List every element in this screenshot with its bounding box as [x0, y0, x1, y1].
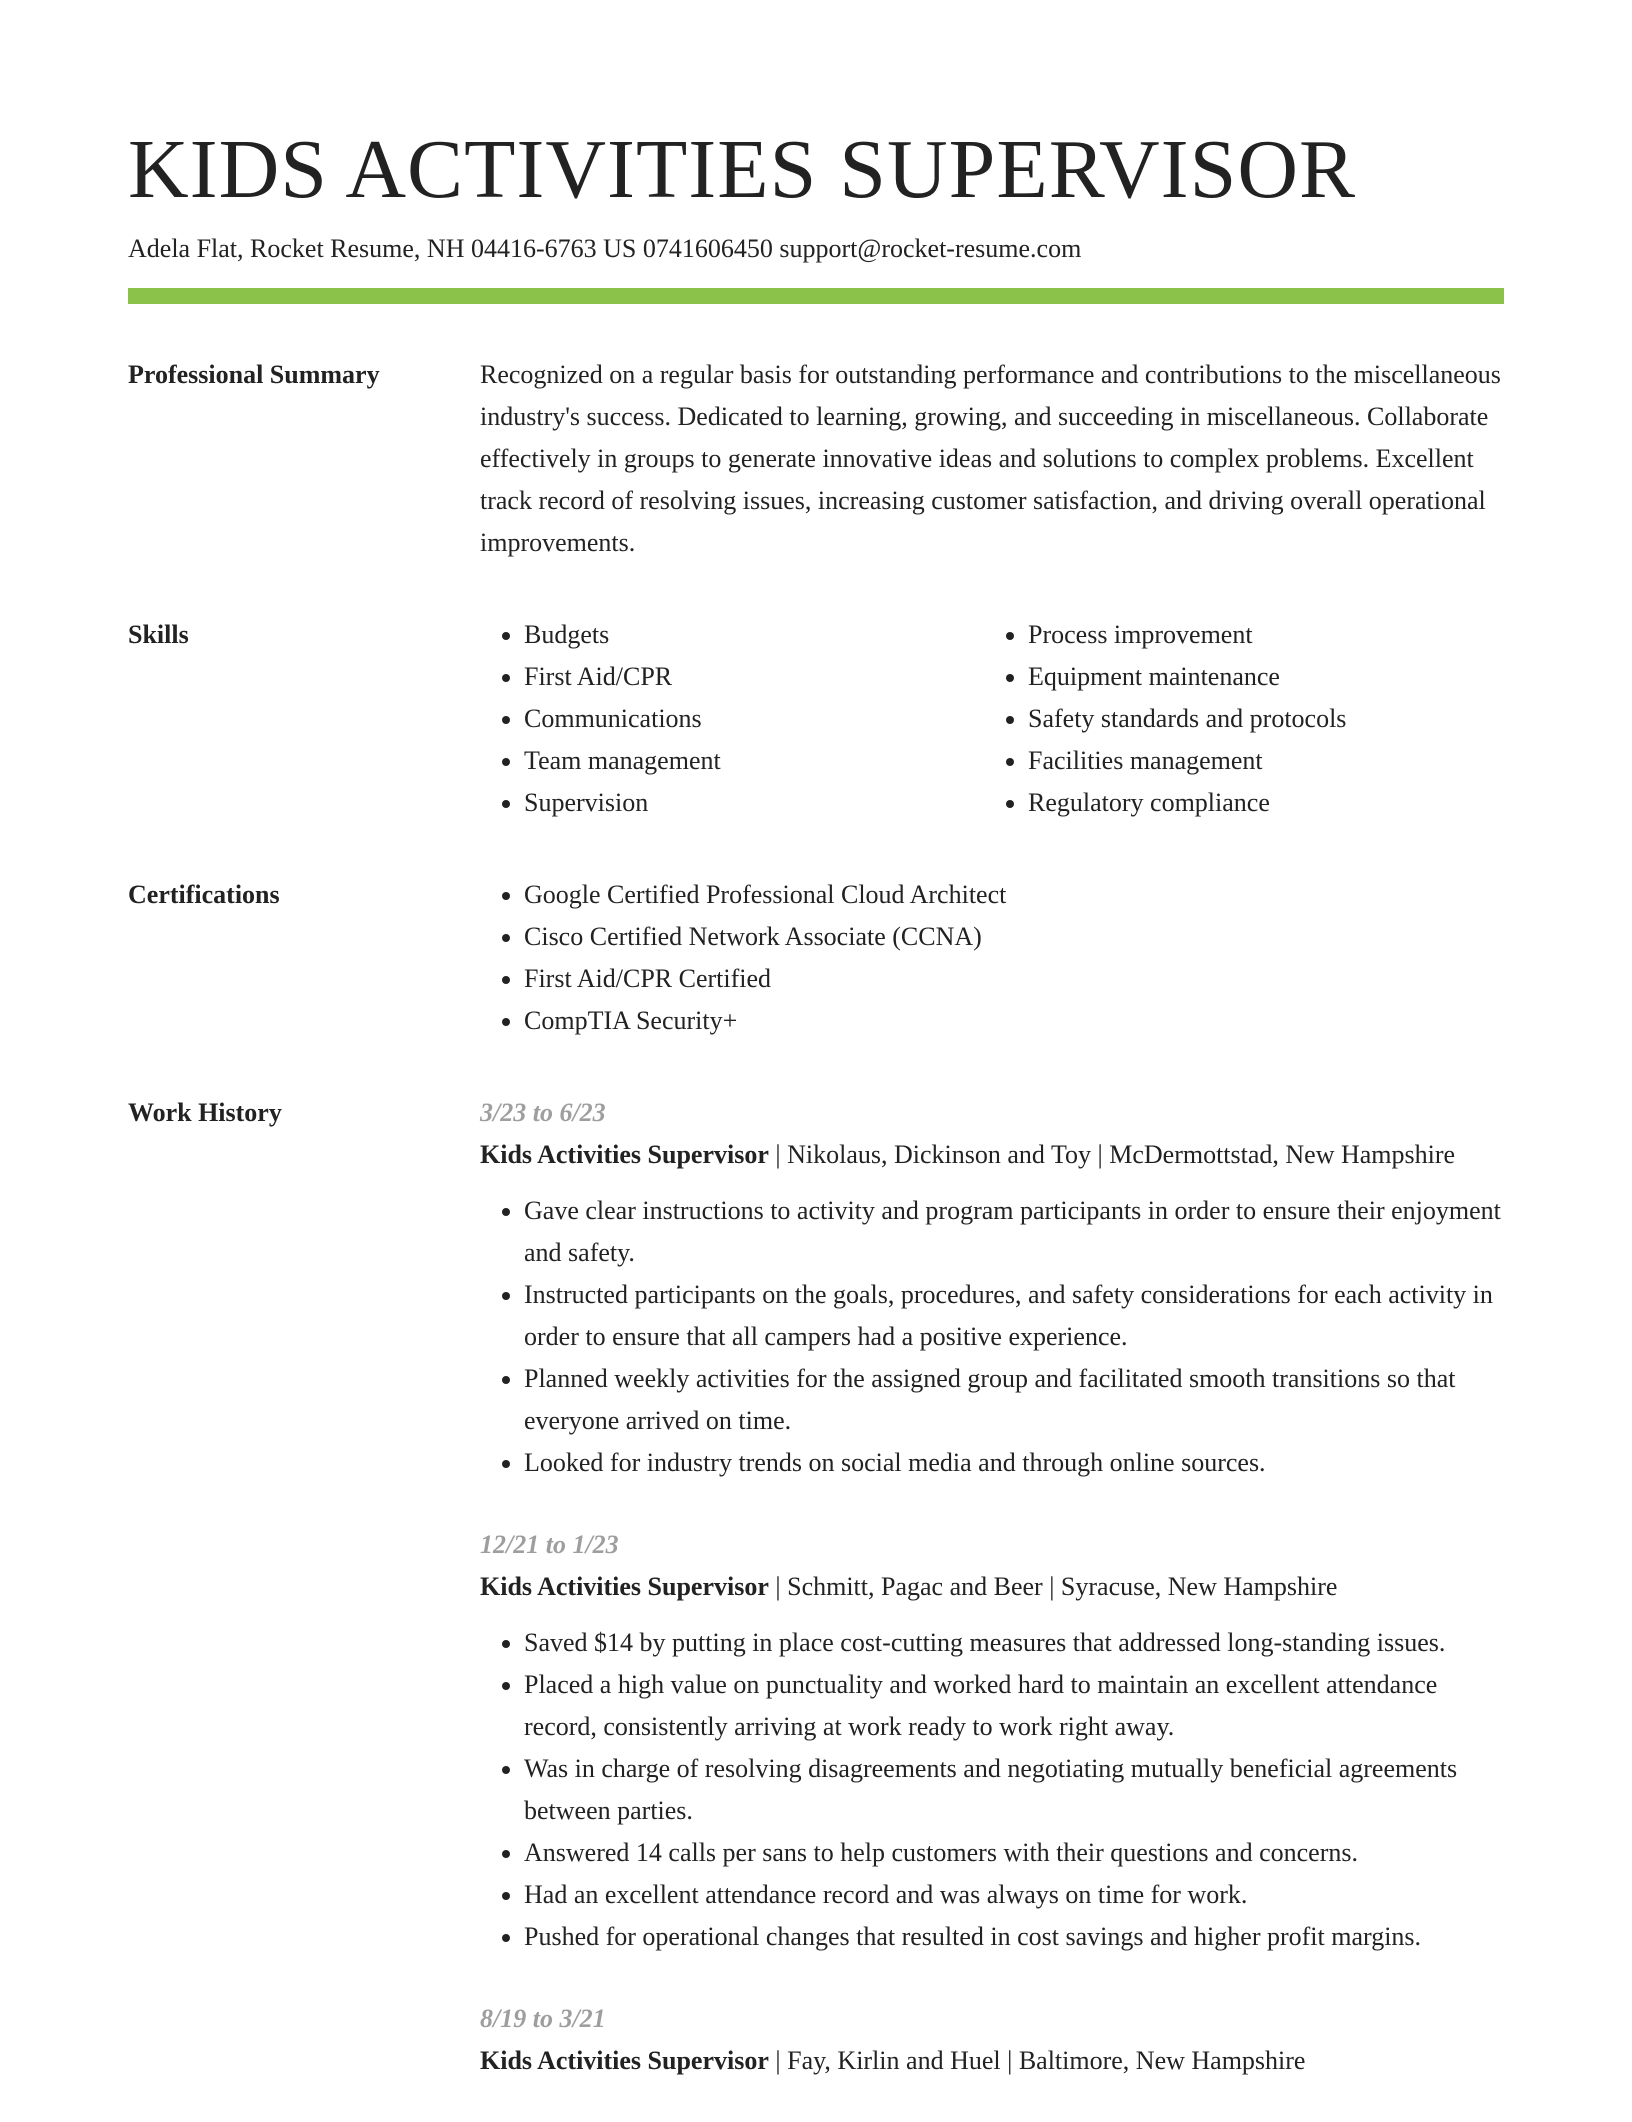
- job-entry: [480, 1524, 1504, 1958]
- job-title: Kids Activities Supervisor: [480, 1140, 769, 1169]
- contact-line: Adela Flat, Rocket Resume, NH 04416-6763 US 0741606450 support@rocket-resume.com: [128, 234, 1082, 263]
- work-history-section: [128, 1092, 1504, 2122]
- job-details: | Schmitt, Pagac and Beer | Syracuse, New Hampshire: [768, 1572, 1338, 1601]
- certification-item: • Cisco Certified Network Associate (CCNA): [524, 916, 1504, 958]
- resume-title: KIDS ACTIVITIES SUPERVISOR: [128, 123, 1357, 216]
- resume-page: [128, 0, 1504, 2122]
- job-bullet: • Placed a high value on punctuality and worked hard to maintain an excellent attendance record, consistently arriving at work ready to work right away.: [524, 1664, 1504, 1748]
- skill-item: • Supervision: [524, 782, 984, 824]
- certification-item: • First Aid/CPR Certified: [524, 958, 1504, 1000]
- skills-list-col1: [480, 614, 984, 824]
- job-bullet: • Had an excellent attendance record and was always on time for work.: [524, 1874, 1504, 1916]
- job-title: Kids Activities Supervisor: [480, 1572, 769, 1601]
- skill-item: • Team management: [524, 740, 984, 782]
- job-dates: 8/19 to 3/21: [480, 2004, 606, 2033]
- job-title-line: [480, 1566, 1504, 1608]
- job-details: | Nikolaus, Dickinson and Toy | McDermottstad, New Hampshire: [768, 1140, 1456, 1169]
- accent-divider: [128, 288, 1504, 304]
- certifications-section: [128, 874, 1504, 1042]
- skills-section: [128, 614, 1504, 824]
- section-label-work-history: Work History: [128, 1098, 282, 1127]
- job-bullets: [480, 1190, 1504, 1484]
- job-bullet: • Looked for industry trends on social media and through online sources.: [524, 1442, 1504, 1484]
- summary-text: Recognized on a regular basis for outstanding performance and contributions to the miscellaneous industry's success. Dedicated to learning, growing, and succeeding in miscellaneous. Collaborate effectively in groups to generate innovative ideas and solutions to complex problems. Excellent track record of resolving issues, increasing customer satisfaction, and driving overall operational improvements.: [480, 360, 1501, 557]
- job-bullet: • Answered 14 calls per sans to help customers with their questions and concerns.: [524, 1832, 1504, 1874]
- section-label-certifications: Certifications: [128, 880, 280, 909]
- job-bullet: • Instructed participants on the goals, procedures, and safety considerations for each activity in order to ensure that all campers had a positive experience.: [524, 1274, 1504, 1358]
- job-title: Kids Activities Supervisor: [480, 2046, 769, 2075]
- job-title-line: [480, 1134, 1504, 1176]
- job-details: | Fay, Kirlin and Huel | Baltimore, New Hampshire: [768, 2046, 1306, 2075]
- job-dates: 3/23 to 6/23: [480, 1098, 606, 1127]
- section-label-summary: Professional Summary: [128, 360, 380, 389]
- skill-item: • Communications: [524, 698, 984, 740]
- skill-item: • First Aid/CPR: [524, 656, 984, 698]
- skill-item: • Facilities management: [1028, 740, 1504, 782]
- skill-item: • Budgets: [524, 614, 984, 656]
- skill-item: • Safety standards and protocols: [1028, 698, 1504, 740]
- summary-section: [128, 354, 1504, 564]
- certification-item: • Google Certified Professional Cloud Architect: [524, 874, 1504, 916]
- job-bullet: • Planned weekly activities for the assigned group and facilitated smooth transitions so that everyone arrived on time.: [524, 1358, 1504, 1442]
- certifications-list: [480, 874, 1504, 1042]
- job-bullet: • Was in charge of resolving disagreements and negotiating mutually beneficial agreements between parties.: [524, 1748, 1504, 1832]
- job-entry: [480, 1092, 1504, 1484]
- job-bullet: • Saved $14 by putting in place cost-cutting measures that addressed long-standing issues.: [524, 1622, 1504, 1664]
- skill-item: • Equipment maintenance: [1028, 656, 1504, 698]
- skill-item: • Regulatory compliance: [1028, 782, 1504, 824]
- certification-item: • CompTIA Security+: [524, 1000, 1504, 1042]
- skills-list-col2: [984, 614, 1504, 824]
- job-dates: 12/21 to 1/23: [480, 1530, 619, 1559]
- section-label-skills: Skills: [128, 620, 189, 649]
- skill-item: • Process improvement: [1028, 614, 1504, 656]
- job-bullets: [480, 1622, 1504, 1958]
- job-bullet: • Pushed for operational changes that resulted in cost savings and higher profit margins.: [524, 1916, 1504, 1958]
- job-title-line: [480, 2040, 1504, 2082]
- job-entry: [480, 1998, 1504, 2082]
- job-bullet: • Gave clear instructions to activity and program participants in order to ensure their enjoyment and safety.: [524, 1190, 1504, 1274]
